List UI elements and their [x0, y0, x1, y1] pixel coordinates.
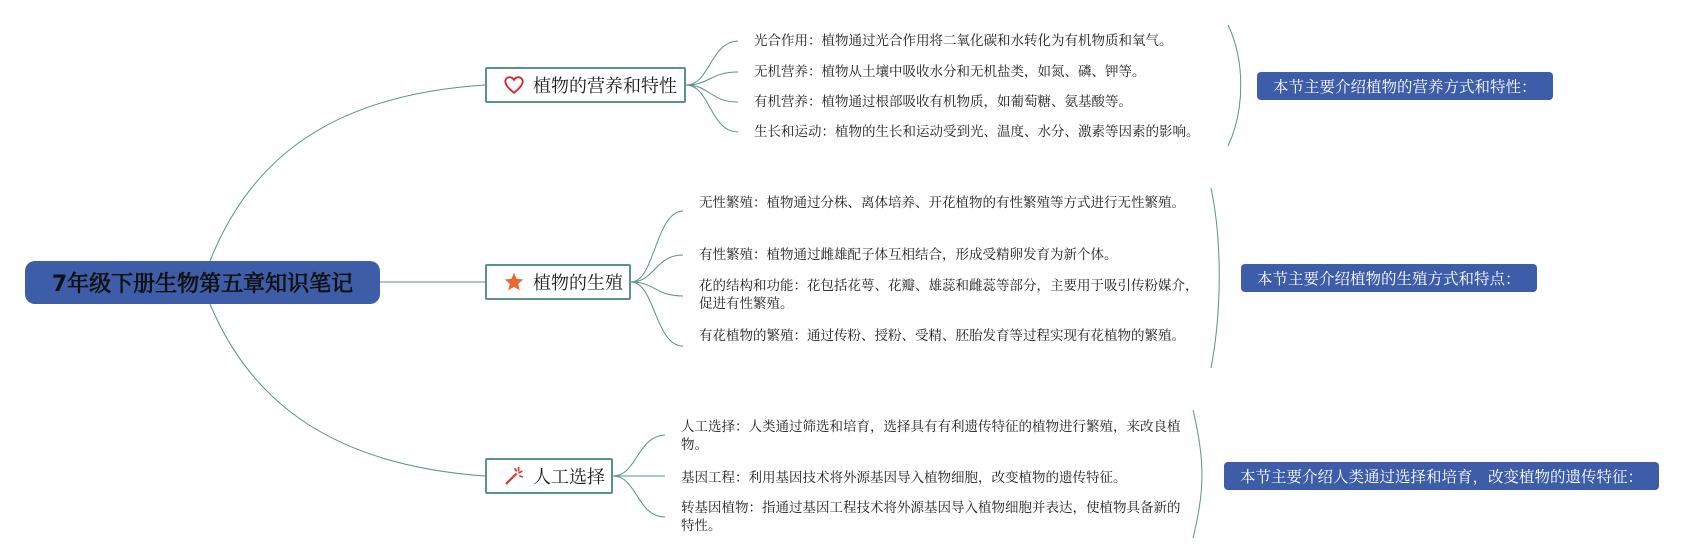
- leaf-photosynthesis[interactable]: 光合作用：植物通过光合作用将二氧化碳和水转化为有机物质和氧气。: [754, 33, 1173, 49]
- connector-b3-leaf-1: [613, 435, 665, 476]
- brace-3: [1193, 410, 1202, 538]
- root-topic-label: 7年级下册生物第五章知识笔记: [51, 272, 354, 297]
- leaf-transgenic-plants[interactable]: 转基因植物：指通过基因工程技术将外源基因导入植物细胞并表达，使植物具备新的特性。: [681, 500, 1181, 534]
- brace-2: [1211, 188, 1219, 368]
- summary-artificial-selection[interactable]: [1224, 462, 1659, 490]
- leaf-organic-nutrition[interactable]: 有机营养：植物通过根部吸收有机物质，如葡萄糖、氨基酸等。: [754, 94, 1132, 110]
- connector-b3-leaf-3: [613, 476, 665, 517]
- branch-reproduction-label: 植物的生殖: [533, 273, 623, 294]
- leaf-flower-structure[interactable]: 花的结构和功能：花包括花萼、花瓣、雄蕊和雌蕊等部分，主要用于吸引传粉媒介，促进有性繁殖。: [699, 278, 1199, 312]
- summary-artificial-selection-label: 本节主要介绍人类通过选择和培育，改变植物的遗传特征：: [1240, 468, 1644, 486]
- star-icon: [503, 271, 525, 293]
- connector-b1-leaf-1: [686, 41, 738, 85]
- connector-b2-leaf-1: [631, 211, 683, 282]
- connector-root-branch-3: [210, 304, 485, 476]
- leaf-flowering-plant-reproduction[interactable]: 有花植物的繁殖：通过传粉、授粉、受精、胚胎发育等过程实现有花植物的繁殖。: [699, 328, 1185, 344]
- summary-nutrition-label: 本节主要介绍植物的营养方式和特性：: [1273, 78, 1537, 96]
- summary-nutrition[interactable]: [1257, 72, 1553, 100]
- connector-b2-leaf-4: [631, 282, 683, 346]
- brace-1: [1228, 25, 1241, 146]
- magic-wand-icon: [503, 465, 525, 487]
- heart-icon: [503, 74, 525, 96]
- root-topic[interactable]: [25, 261, 380, 304]
- leaf-sexual-reproduction[interactable]: 有性繁殖：植物通过雌雄配子体互相结合，形成受精卵发育为新个体。: [699, 247, 1118, 263]
- leaf-inorganic-nutrition[interactable]: 无机营养：植物从土壤中吸收水分和无机盐类，如氮、磷、钾等。: [754, 64, 1146, 80]
- branch-nutrition[interactable]: [485, 67, 686, 103]
- connector-b2-leaf-2: [631, 255, 683, 282]
- branch-artificial-selection-label: 人工选择: [533, 467, 605, 488]
- leaf-artificial-selection[interactable]: 人工选择：人类通过筛选和培育，选择具有有利遗传特征的植物进行繁殖，来改良植物。: [681, 419, 1181, 453]
- leaf-asexual-reproduction[interactable]: 无性繁殖：植物通过分株、离体培养、开花植物的有性繁殖等方式进行无性繁殖。: [699, 195, 1185, 211]
- connector-b1-leaf-4: [686, 85, 738, 132]
- leaf-genetic-engineering[interactable]: 基因工程：利用基因技术将外源基因导入植物细胞，改变植物的遗传特征。: [681, 470, 1127, 486]
- connector-root-branch-1: [210, 85, 485, 261]
- summary-reproduction[interactable]: [1241, 264, 1537, 292]
- connector-b1-leaf-3: [686, 85, 738, 102]
- branch-reproduction[interactable]: [485, 264, 631, 300]
- branch-artificial-selection[interactable]: [485, 458, 613, 494]
- summary-reproduction-label: 本节主要介绍植物的生殖方式和特点：: [1257, 270, 1521, 288]
- leaf-growth-movement[interactable]: 生长和运动：植物的生长和运动受到光、温度、水分、激素等因素的影响。: [754, 124, 1200, 140]
- branch-nutrition-label: 植物的营养和特性: [533, 76, 677, 97]
